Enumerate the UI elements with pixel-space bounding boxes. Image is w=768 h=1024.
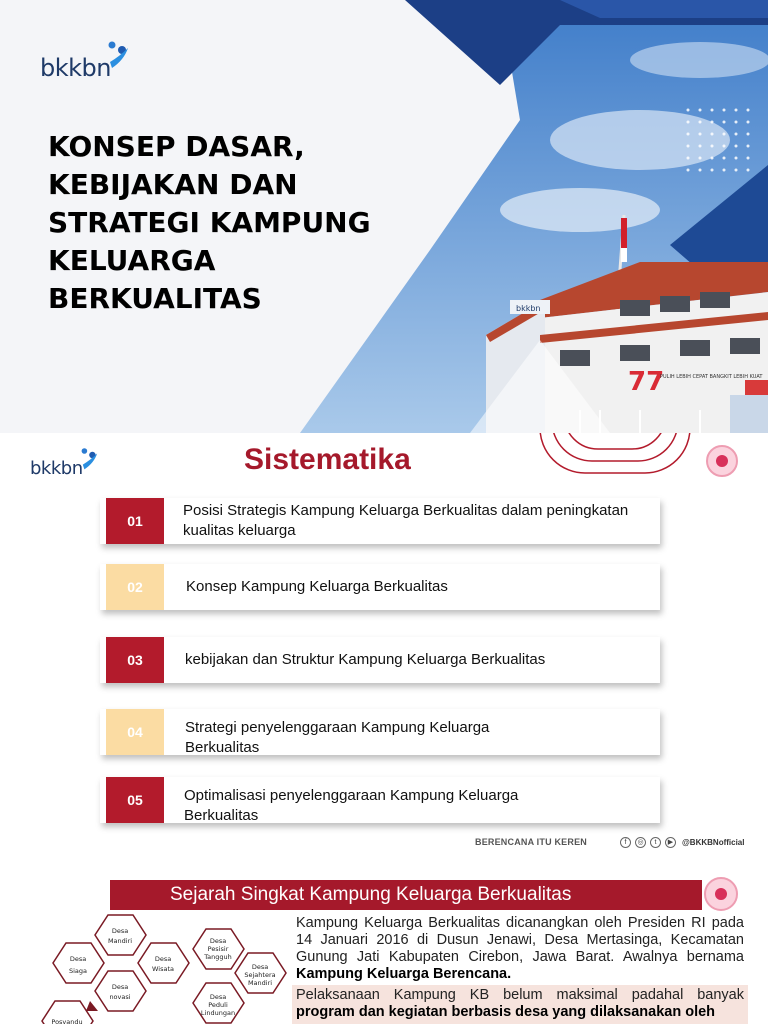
title-line: STRATEGI KAMPUNG [48,206,371,239]
paragraph-bold: Kampung Keluarga Berencana. [296,966,512,982]
hex-desa-novasi [95,971,146,1011]
agenda-label: Konsep Kampung Keluarga Berkualitas [186,578,448,595]
title-line: KEBIJAKAN DAN [48,168,298,201]
hex-desa-siaga [53,943,104,983]
presentation-title [48,128,448,318]
social-links [620,837,744,848]
agenda-number: 02 [106,564,164,610]
svg-text:Mandiri: Mandiri [107,937,133,945]
svg-text:Desa: Desa [251,963,269,971]
youtube-icon[interactable]: ▶ [665,837,676,848]
svg-text:Posyandu: Posyandu [51,1018,83,1024]
hex-desa-mandiri [95,915,146,955]
bkkbn-logo: bkkbn [30,458,83,479]
agenda-item[interactable] [100,498,660,544]
agenda-label: Strategi penyelenggaraan Kampung Keluarga Berkualitas [185,719,490,756]
facebook-icon[interactable]: f [620,837,631,848]
agenda-item[interactable] [100,777,660,823]
paragraph-bold: program dan kegiatan berbasis desa yang dilaksanakan oleh [296,1004,716,1020]
title-line: KONSEP DASAR, [48,130,305,163]
bkkbn-logo-icon [104,40,134,70]
svg-text:Sejahtera: Sejahtera [244,971,276,979]
history-slide [0,863,768,1024]
svg-text:novasi: novasi [109,993,131,1001]
instagram-icon[interactable]: ◎ [635,837,646,848]
svg-text:Desa: Desa [69,955,87,963]
social-handle: @BKKBNofficial [682,838,745,847]
agenda-number: 05 [106,777,164,823]
svg-text:Peduli: Peduli [208,1001,228,1009]
svg-text:77: 77 [628,367,665,397]
agenda-item[interactable] [100,709,660,755]
paragraph-text: Pelaksanaan Kampung KB belum maksimal padahal banyak [296,987,744,1003]
agenda-label: Posisi Strategis Kampung Keluarga Berkualitas dalam peningkatan kualitas keluarga [183,502,629,539]
agenda-heading: Sistematika [244,443,411,476]
agenda-number: 03 [106,637,164,683]
agenda-label: Optimalisasi penyelenggaraan Kampung Keluarga Berkualitas [184,787,519,824]
building-sign: bkkbn [516,304,541,313]
svg-text:Desa: Desa [111,927,129,935]
svg-text:Desa: Desa [209,993,227,1001]
svg-text:Desa: Desa [209,937,227,945]
agenda-number: 01 [106,498,164,544]
svg-text:Pesisir: Pesisir [207,945,229,953]
agenda-slide [0,433,768,863]
village-diagram [38,913,288,1024]
twitter-icon[interactable]: t [650,837,661,848]
svg-text:Tangguh: Tangguh [204,953,232,961]
svg-text:Desa: Desa [111,983,129,991]
svg-text:Desa: Desa [154,955,172,963]
motto-text: BERENCANA ITU KEREN [475,837,587,847]
sign-text: PULIH LEBIH CEPAT BANGKIT LEBIH KUAT [660,374,763,380]
bkkbn-logo: bkkbn [40,54,111,82]
agenda-number: 04 [106,709,164,755]
agenda-label: kebijakan dan Struktur Kampung Keluarga Berkualitas [185,651,546,668]
campaign-badge-icon [706,445,738,477]
title-slide [0,0,768,433]
svg-text:Siaga: Siaga [68,967,88,975]
svg-text:Wisata: Wisata [152,965,174,973]
decorative-arcs [536,433,696,483]
history-heading: Sejarah Singkat Kampung Keluarga Berkualitas [110,880,702,910]
svg-text:Mandiri: Mandiri [247,979,273,987]
title-line: KELUARGA [48,244,216,277]
paragraph-text: Kampung Keluarga Berkualitas dicanangkan oleh Presiden RI pada 14 Januari 2016 di Dusun Jenawi, Desa Mertasinga, Kecamatan Gunung Jati Kabupaten Cirebon, Jawa Barat. Awalnya bernama [296,915,744,965]
agenda-item[interactable] [100,637,660,683]
campaign-badge-icon [704,877,738,911]
agenda-item[interactable] [100,564,660,610]
hex-desa-wisata [138,943,189,983]
history-paragraph-1 [292,913,748,983]
svg-text:Lindungan: Lindungan [200,1009,236,1017]
title-line: BERKUALITAS [48,282,262,315]
bkkbn-logo-icon [78,447,102,471]
history-paragraph-2 [292,985,748,1024]
